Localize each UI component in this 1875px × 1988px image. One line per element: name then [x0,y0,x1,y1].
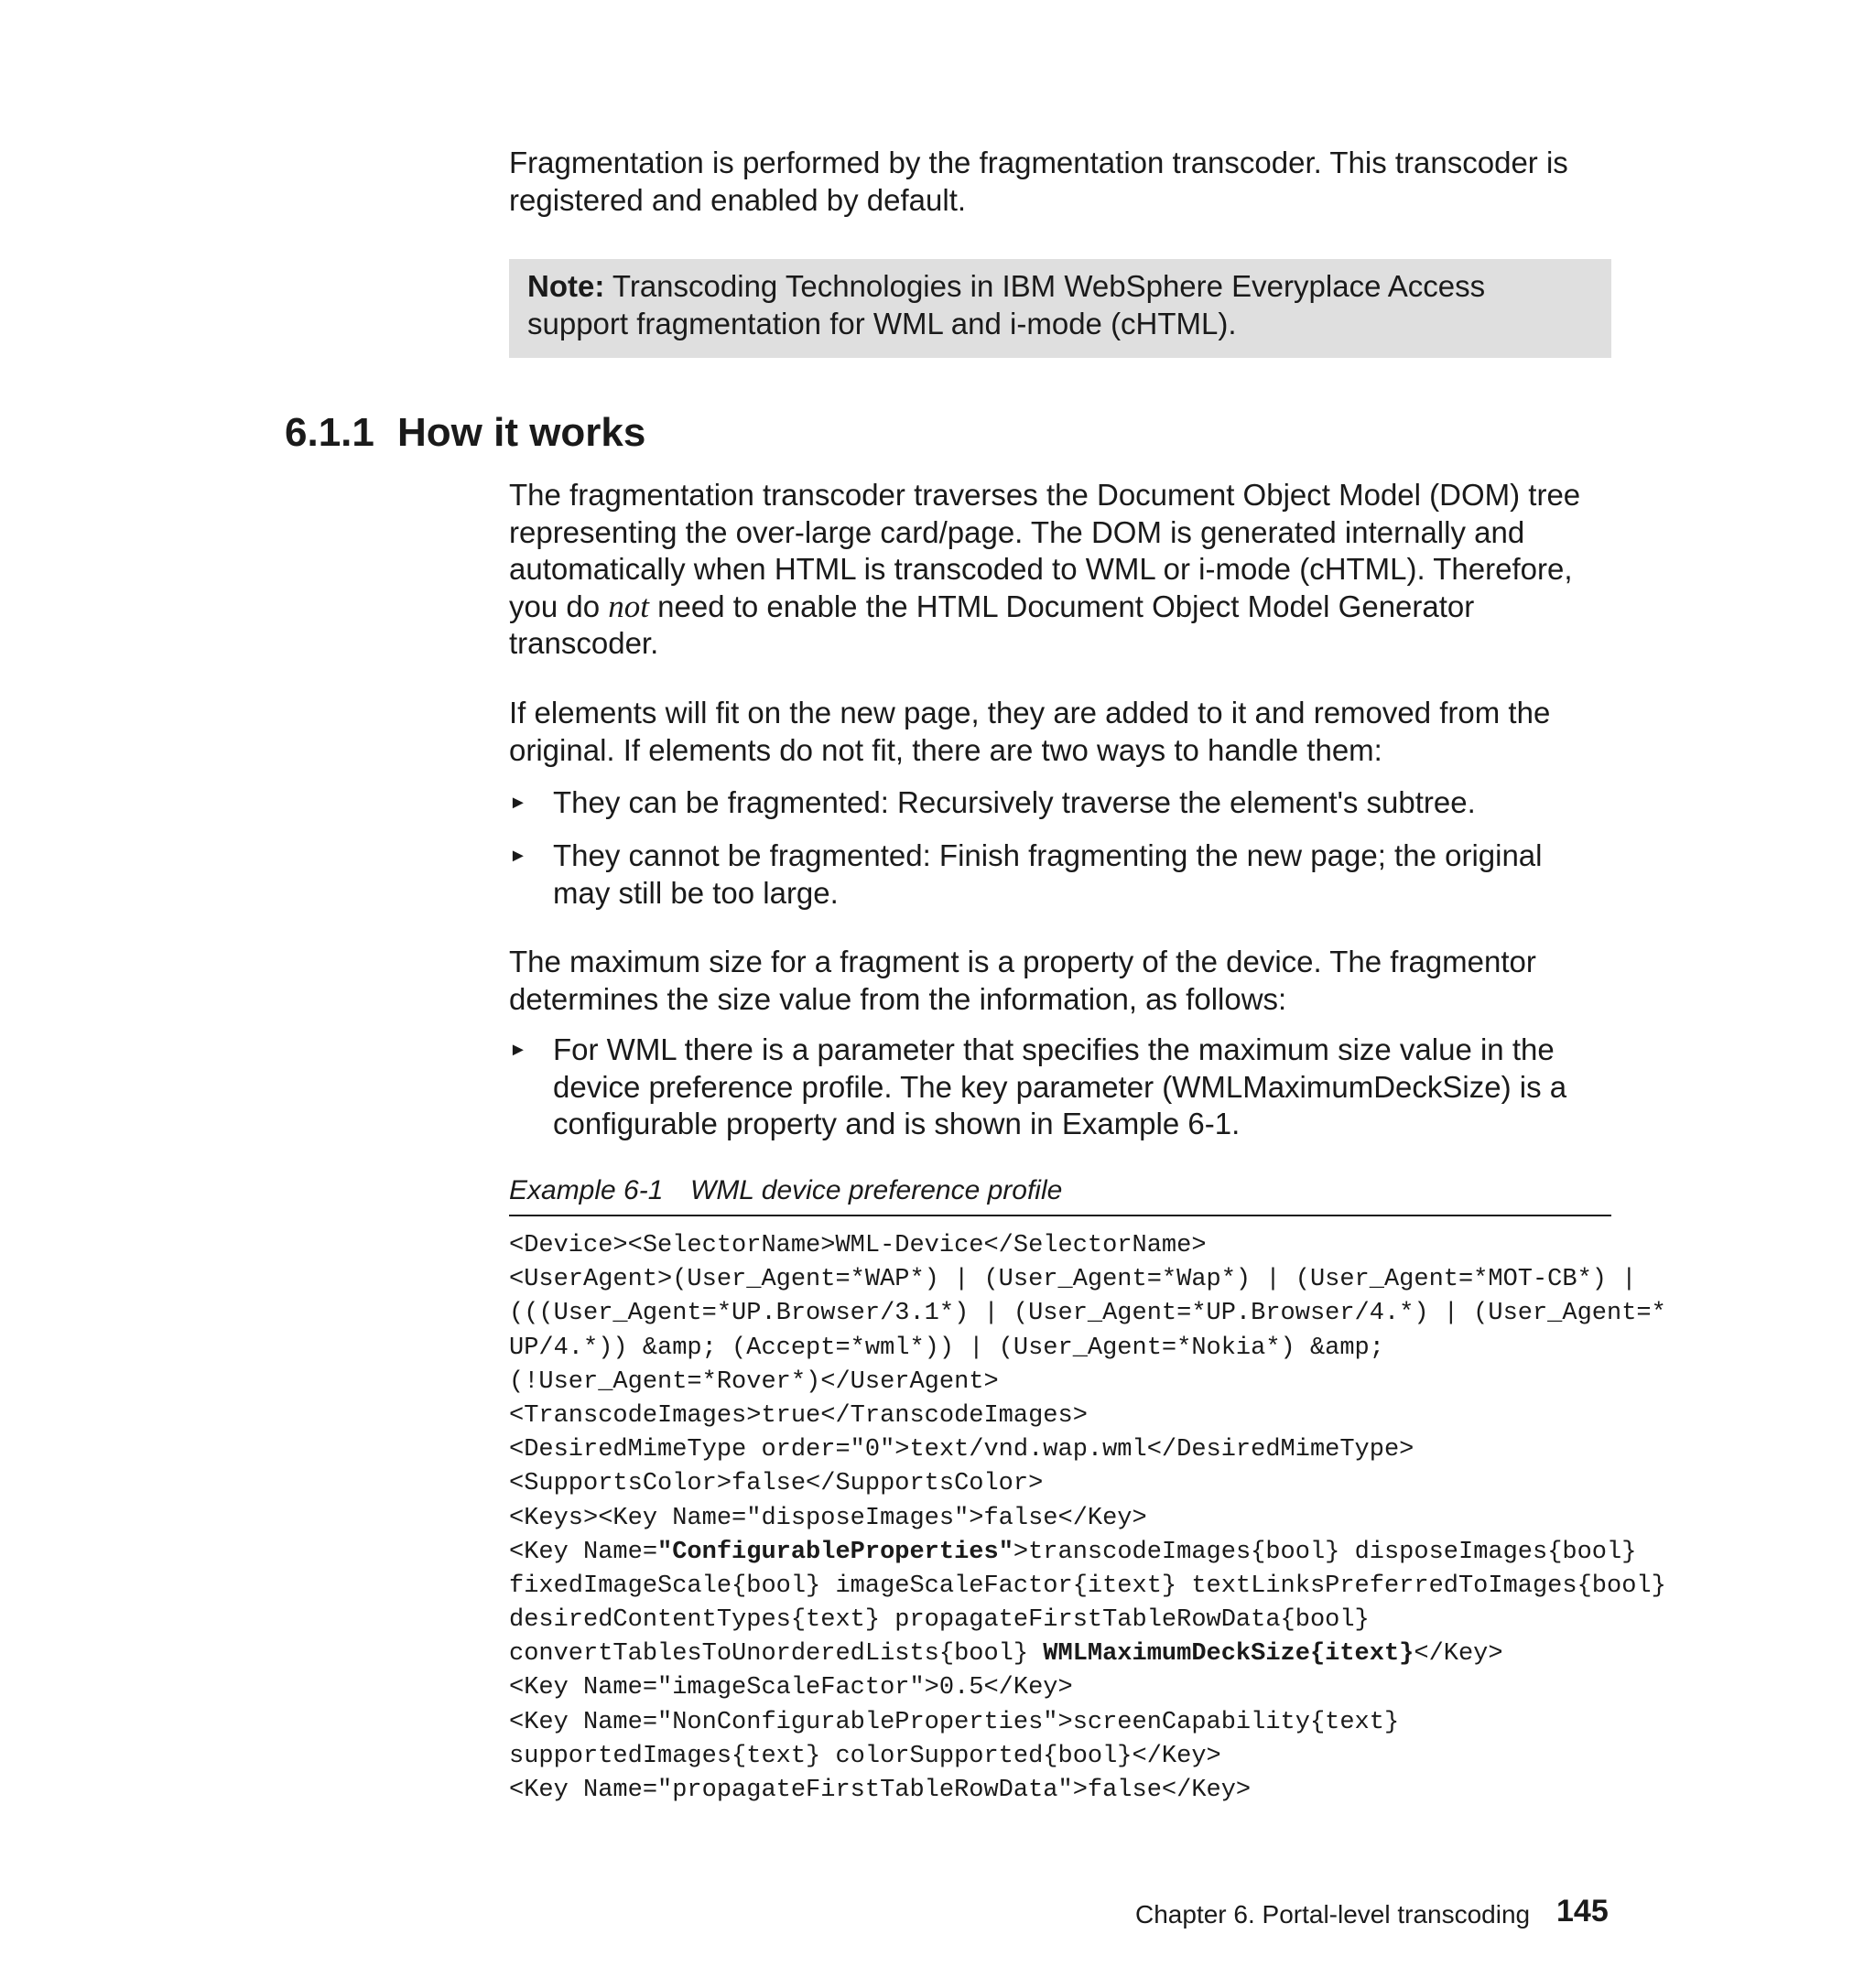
bullet-text [553,837,1611,912]
note-label: Note: [527,269,605,303]
bullet-text [553,1032,1611,1143]
paragraph-max-size [509,944,1611,1018]
bullet-line: device preference profile. The key parameter (WMLMaximumDeckSize) is a [553,1069,1567,1104]
example-divider [509,1215,1611,1216]
code-line: <DesiredMimeType order="0">text/vnd.wap.wml</DesiredMimeType> [509,1436,1414,1464]
paragraph-fit [509,695,1611,769]
code-line: <Keys><Key Name="disposeImages">false</Key> [509,1504,1147,1532]
paragraph-line: The maximum size for a fragment is a property of the device. The fragmentor [509,945,1536,978]
code-line: (((User_Agent=*UP.Browser/3.1*) | (User_Agent=*UP.Browser/4.*) | (User_Agent=* [509,1300,1666,1328]
note-box [509,259,1611,358]
example-caption [509,1174,1062,1207]
paragraph-line: The fragmentation transcoder traverses the Document Object Model (DOM) tree [509,478,1581,512]
note-line [527,268,1593,306]
emphasis-not: not [608,588,649,624]
paragraph-line: representing the over-large card/page. The DOM is generated internally and [509,514,1525,549]
code-line: <TranscodeImages>true</TranscodeImages> [509,1401,1088,1430]
section-number: 6.1.1 [285,410,374,455]
code-line [509,1536,1637,1570]
text-run: you do [509,589,609,623]
bullet-triangle-icon: ► [509,1040,527,1060]
paragraph-dom [509,477,1611,663]
bullet-text [553,784,1611,822]
code-line: <Key Name="propagateFirstTableRowData">false</Key> [509,1777,1252,1804]
paragraph-line: automatically when HTML is transcoded to WML or i-mode (cHTML). Therefore, [509,552,1573,586]
code-line [509,1637,1611,1671]
section-heading [285,409,645,457]
example-number: Example 6-1 [509,1175,664,1205]
intro-paragraph [509,145,1611,219]
note-line: support fragmentation for WML and i-mode (cHTML). [527,306,1237,340]
paragraph-line: If elements will fit on the new page, they are added to it and removed from the [509,696,1551,729]
paragraph-line: original. If elements do not fit, there are two ways to handle them: [509,732,1382,767]
code-run: >transcodeImages{bool} disposeImages{bool} [1013,1538,1637,1566]
code-line: desiredContentTypes{text} propagateFirstTableRowData{bool} [509,1606,1370,1635]
bullet-line: They cannot be fragmented: Finish fragmenting the new page; the original [553,838,1543,872]
paragraph-line [509,589,1611,626]
code-line: UP/4.*)) &amp; (Accept=*wml*)) | (User_Agent=*Nokia*) &amp; [509,1334,1384,1362]
bullet-line: may still be too large. [553,875,839,910]
code-line: <UserAgent>(User_Agent=*WAP*) | (User_Agent=*Wap*) | (User_Agent=*MOT-CB*) | [509,1266,1637,1294]
bullet-line: They can be fragmented: Recursively traverse the element's subtree. [553,785,1476,819]
note-text: Transcoding Technologies in IBM WebSphere Everyplace Access [604,269,1486,303]
intro-line: registered and enabled by default. [509,182,967,217]
code-bold-run: "ConfigurableProperties" [657,1538,1013,1566]
footer-page-number: 145 [1556,1894,1609,1929]
example-title: WML device preference profile [690,1175,1063,1205]
code-run: </Key> [1414,1640,1503,1669]
code-line: supportedImages{text} colorSupported{bool}</Key> [509,1742,1221,1770]
code-line: <Key Name="imageScaleFactor">0.5</Key> [509,1674,1073,1702]
text-run: need to enable the HTML Document Object Model Generator [648,589,1475,623]
code-bold-run: WMLMaximumDeckSize{itext} [1043,1640,1414,1669]
code-run: <Key Name= [509,1538,658,1566]
paragraph-line: transcoder. [509,626,659,660]
code-line: <SupportsColor>false</SupportsColor> [509,1470,1044,1498]
code-line: fixedImageScale{bool} imageScaleFactor{itext} textLinksPreferredToImages{bool} [509,1572,1666,1600]
code-line: <Device><SelectorName>WML-Device</SelectorName> [509,1232,1207,1259]
code-run: convertTablesToUnorderedLists{bool} [509,1640,1044,1669]
footer-chapter-title: Chapter 6. Portal-level transcoding [1135,1900,1531,1929]
section-title: How it works [397,410,646,455]
code-listing [509,1229,1666,1808]
bullet-triangle-icon: ► [509,793,527,813]
paragraph-line: determines the size value from the information, as follows: [509,981,1287,1016]
intro-line: Fragmentation is performed by the fragmentation transcoder. This transcoder is [509,146,1568,179]
bullet-line: configurable property and is shown in Example 6-1. [553,1107,1241,1140]
bullet-triangle-icon: ► [509,846,527,866]
bullet-line: For WML there is a parameter that specifies the maximum size value in the [553,1032,1555,1066]
code-line: <Key Name="NonConfigurableProperties">screenCapability{text} [509,1708,1400,1736]
code-line: (!User_Agent=*Rover*)</UserAgent> [509,1367,999,1396]
